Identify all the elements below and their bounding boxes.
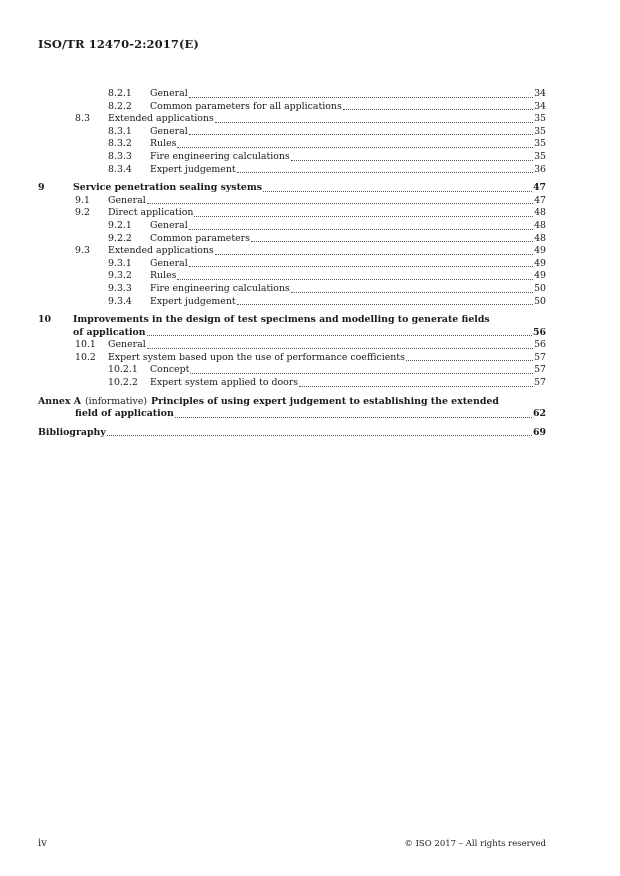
toc-entry-number: 8.2.2 bbox=[108, 100, 132, 112]
toc-entry-title: Extended applications bbox=[108, 245, 214, 257]
dot-leader bbox=[147, 335, 532, 336]
toc-entry-10-2-2[interactable] bbox=[38, 377, 546, 390]
toc-entry-annex-a[interactable] bbox=[38, 396, 546, 409]
toc-entry-9-3-1[interactable] bbox=[38, 258, 546, 271]
toc-entry-title-line1: Principles of using expert judgement to establishing the extended bbox=[151, 395, 499, 407]
dot-leader bbox=[343, 109, 533, 110]
toc-entry-number: 9 bbox=[38, 182, 45, 194]
toc-entry-title: Common parameters for all applications bbox=[150, 100, 342, 112]
dot-leader bbox=[189, 266, 533, 267]
toc-entry-8-3-2[interactable] bbox=[38, 138, 546, 151]
page-number: iv bbox=[38, 838, 47, 849]
toc-entry-page: 34 bbox=[534, 100, 546, 112]
toc-entry-number: 9.1 bbox=[75, 194, 90, 206]
toc-entry-title: Common parameters bbox=[150, 232, 250, 244]
toc-entry-title: Expert judgement bbox=[150, 295, 236, 307]
toc-entry-number: 8.3.1 bbox=[108, 125, 132, 137]
toc-entry-title: Fire engineering calculations bbox=[150, 282, 290, 294]
toc-entry-title: Expert system applied to doors bbox=[150, 377, 299, 389]
toc-entry-title: Concept bbox=[150, 364, 190, 376]
toc-entry-title: Fire engineering calculations bbox=[150, 150, 290, 162]
toc-entry-page: 57 bbox=[534, 351, 546, 363]
toc-entry-title: General bbox=[150, 88, 188, 99]
table-of-contents bbox=[38, 88, 546, 439]
toc-entry-10-cont[interactable] bbox=[38, 327, 546, 340]
toc-entry-8-3-3[interactable] bbox=[38, 151, 546, 164]
toc-entry-page: 35 bbox=[534, 138, 546, 150]
toc-entry-number: 8.3.4 bbox=[108, 163, 132, 175]
toc-entry-10-2-1[interactable] bbox=[38, 364, 546, 377]
toc-entry-title: Rules bbox=[150, 270, 177, 282]
toc-entry-8-2-2[interactable] bbox=[38, 101, 546, 114]
toc-entry-title: General bbox=[108, 339, 146, 351]
copyright-notice: © ISO 2017 – All rights reserved bbox=[404, 839, 546, 849]
toc-entry-page: 48 bbox=[534, 232, 546, 244]
toc-entry-title-line2: of application bbox=[73, 326, 146, 338]
toc-entry-number: 10.2 bbox=[75, 351, 96, 363]
toc-entry-8-3[interactable] bbox=[38, 113, 546, 126]
toc-entry-number: 8.3 bbox=[75, 113, 90, 125]
toc-entry-number: 8.2.1 bbox=[108, 88, 132, 99]
toc-entry-page: 69 bbox=[532, 426, 546, 438]
dot-leader bbox=[215, 122, 533, 123]
toc-entry-title: General bbox=[150, 125, 188, 137]
toc-entry-8-3-1[interactable] bbox=[38, 126, 546, 139]
toc-entry-title: General bbox=[108, 194, 146, 206]
toc-entry-10-2[interactable] bbox=[38, 352, 546, 365]
toc-entry-title: Bibliography bbox=[38, 426, 106, 438]
toc-entry-page: 34 bbox=[534, 88, 546, 99]
toc-entry-number: 9.3 bbox=[75, 245, 90, 257]
toc-entry-page: 57 bbox=[534, 377, 546, 389]
toc-entry-annex-a-cont[interactable] bbox=[38, 408, 546, 421]
toc-entry-page: 50 bbox=[534, 282, 546, 294]
toc-entry-9-2-2[interactable] bbox=[38, 233, 546, 246]
toc-entry-page: 49 bbox=[534, 245, 546, 257]
toc-entry-page: 57 bbox=[534, 364, 546, 376]
toc-entry-page: 48 bbox=[534, 207, 546, 219]
toc-entry-number: 10.1 bbox=[75, 339, 96, 351]
toc-entry-9-2-1[interactable] bbox=[38, 220, 546, 233]
toc-entry-page: 62 bbox=[532, 408, 546, 420]
toc-entry-page: 56 bbox=[534, 339, 546, 351]
toc-entry-9-3-4[interactable] bbox=[38, 296, 546, 309]
dot-leader bbox=[263, 191, 532, 192]
toc-entry-page: 36 bbox=[534, 163, 546, 175]
toc-entry-title-line2: field of application bbox=[75, 408, 174, 420]
toc-entry-9-3-3[interactable] bbox=[38, 283, 546, 296]
toc-entry-10[interactable] bbox=[38, 314, 546, 327]
toc-entry-number: 9.3.1 bbox=[108, 257, 132, 269]
toc-entry-number: 10.2.1 bbox=[108, 364, 138, 376]
toc-entry-title: Extended applications bbox=[108, 113, 214, 125]
toc-entry-9[interactable] bbox=[38, 182, 546, 195]
annex-qualifier: (informative) bbox=[85, 395, 148, 407]
dot-leader bbox=[299, 386, 533, 387]
dot-leader bbox=[189, 229, 533, 230]
toc-entry-page: 47 bbox=[532, 182, 546, 194]
toc-entry-page: 50 bbox=[534, 295, 546, 307]
toc-entry-title: Rules bbox=[150, 138, 177, 150]
annex-label: Annex A bbox=[38, 395, 81, 407]
toc-entry-number: 9.2.1 bbox=[108, 219, 132, 231]
toc-entry-page: 35 bbox=[534, 125, 546, 137]
toc-entry-10-1[interactable] bbox=[38, 339, 546, 352]
toc-entry-number: 9.3.3 bbox=[108, 282, 132, 294]
toc-entry-number: 9.2 bbox=[75, 207, 90, 219]
toc-entry-9-2[interactable] bbox=[38, 207, 546, 220]
toc-entry-page: 47 bbox=[534, 194, 546, 206]
dot-leader bbox=[189, 97, 533, 98]
toc-entry-number: 10.2.2 bbox=[108, 377, 138, 389]
toc-entry-8-2-1[interactable] bbox=[38, 88, 546, 101]
toc-entry-number: 9.3.4 bbox=[108, 295, 132, 307]
toc-entry-number: 10 bbox=[38, 314, 52, 326]
toc-entry-page: 35 bbox=[534, 150, 546, 162]
toc-entry-title-line1: Improvements in the design of test specimens and modelling to generate fields bbox=[73, 314, 490, 326]
toc-entry-title: Direct application bbox=[108, 207, 194, 219]
toc-entry-title: General bbox=[150, 257, 188, 269]
toc-entry-title: Expert judgement bbox=[150, 163, 236, 175]
toc-entry-number: 8.3.2 bbox=[108, 138, 132, 150]
toc-entry-number: 9.3.2 bbox=[108, 270, 132, 282]
document-header: ISO/TR 12470-2:2017(E) bbox=[38, 37, 199, 51]
dot-leader bbox=[190, 373, 533, 374]
dot-leader bbox=[175, 417, 532, 418]
dot-leader bbox=[194, 216, 533, 217]
toc-entry-title: Service penetration sealing systems bbox=[73, 182, 263, 194]
toc-entry-page: 35 bbox=[534, 113, 546, 125]
toc-entry-title: General bbox=[150, 219, 188, 231]
dot-leader bbox=[251, 241, 533, 242]
dot-leader bbox=[107, 435, 532, 436]
dot-leader bbox=[215, 254, 533, 255]
toc-entry-title: Expert system based upon the use of performance coefficients bbox=[108, 351, 405, 363]
toc-entry-number: 9.2.2 bbox=[108, 232, 132, 244]
dot-leader bbox=[237, 304, 533, 305]
toc-entry-8-3-4[interactable] bbox=[38, 164, 546, 177]
toc-entry-9-1[interactable] bbox=[38, 195, 546, 208]
dot-leader bbox=[406, 360, 533, 361]
dot-leader bbox=[189, 134, 533, 135]
toc-entry-bibliography[interactable] bbox=[38, 427, 546, 440]
toc-entry-number: 8.3.3 bbox=[108, 150, 132, 162]
dot-leader bbox=[147, 203, 533, 204]
toc-entry-9-3[interactable] bbox=[38, 245, 546, 258]
toc-entry-page: 49 bbox=[534, 270, 546, 282]
dot-leader bbox=[177, 147, 533, 148]
dot-leader bbox=[291, 160, 533, 161]
dot-leader bbox=[291, 292, 533, 293]
dot-leader bbox=[147, 348, 533, 349]
toc-entry-page: 56 bbox=[532, 326, 546, 338]
toc-entry-9-3-2[interactable] bbox=[38, 270, 546, 283]
toc-entry-page: 48 bbox=[534, 219, 546, 231]
dot-leader bbox=[237, 172, 533, 173]
toc-entry-page: 49 bbox=[534, 257, 546, 269]
dot-leader bbox=[177, 279, 533, 280]
